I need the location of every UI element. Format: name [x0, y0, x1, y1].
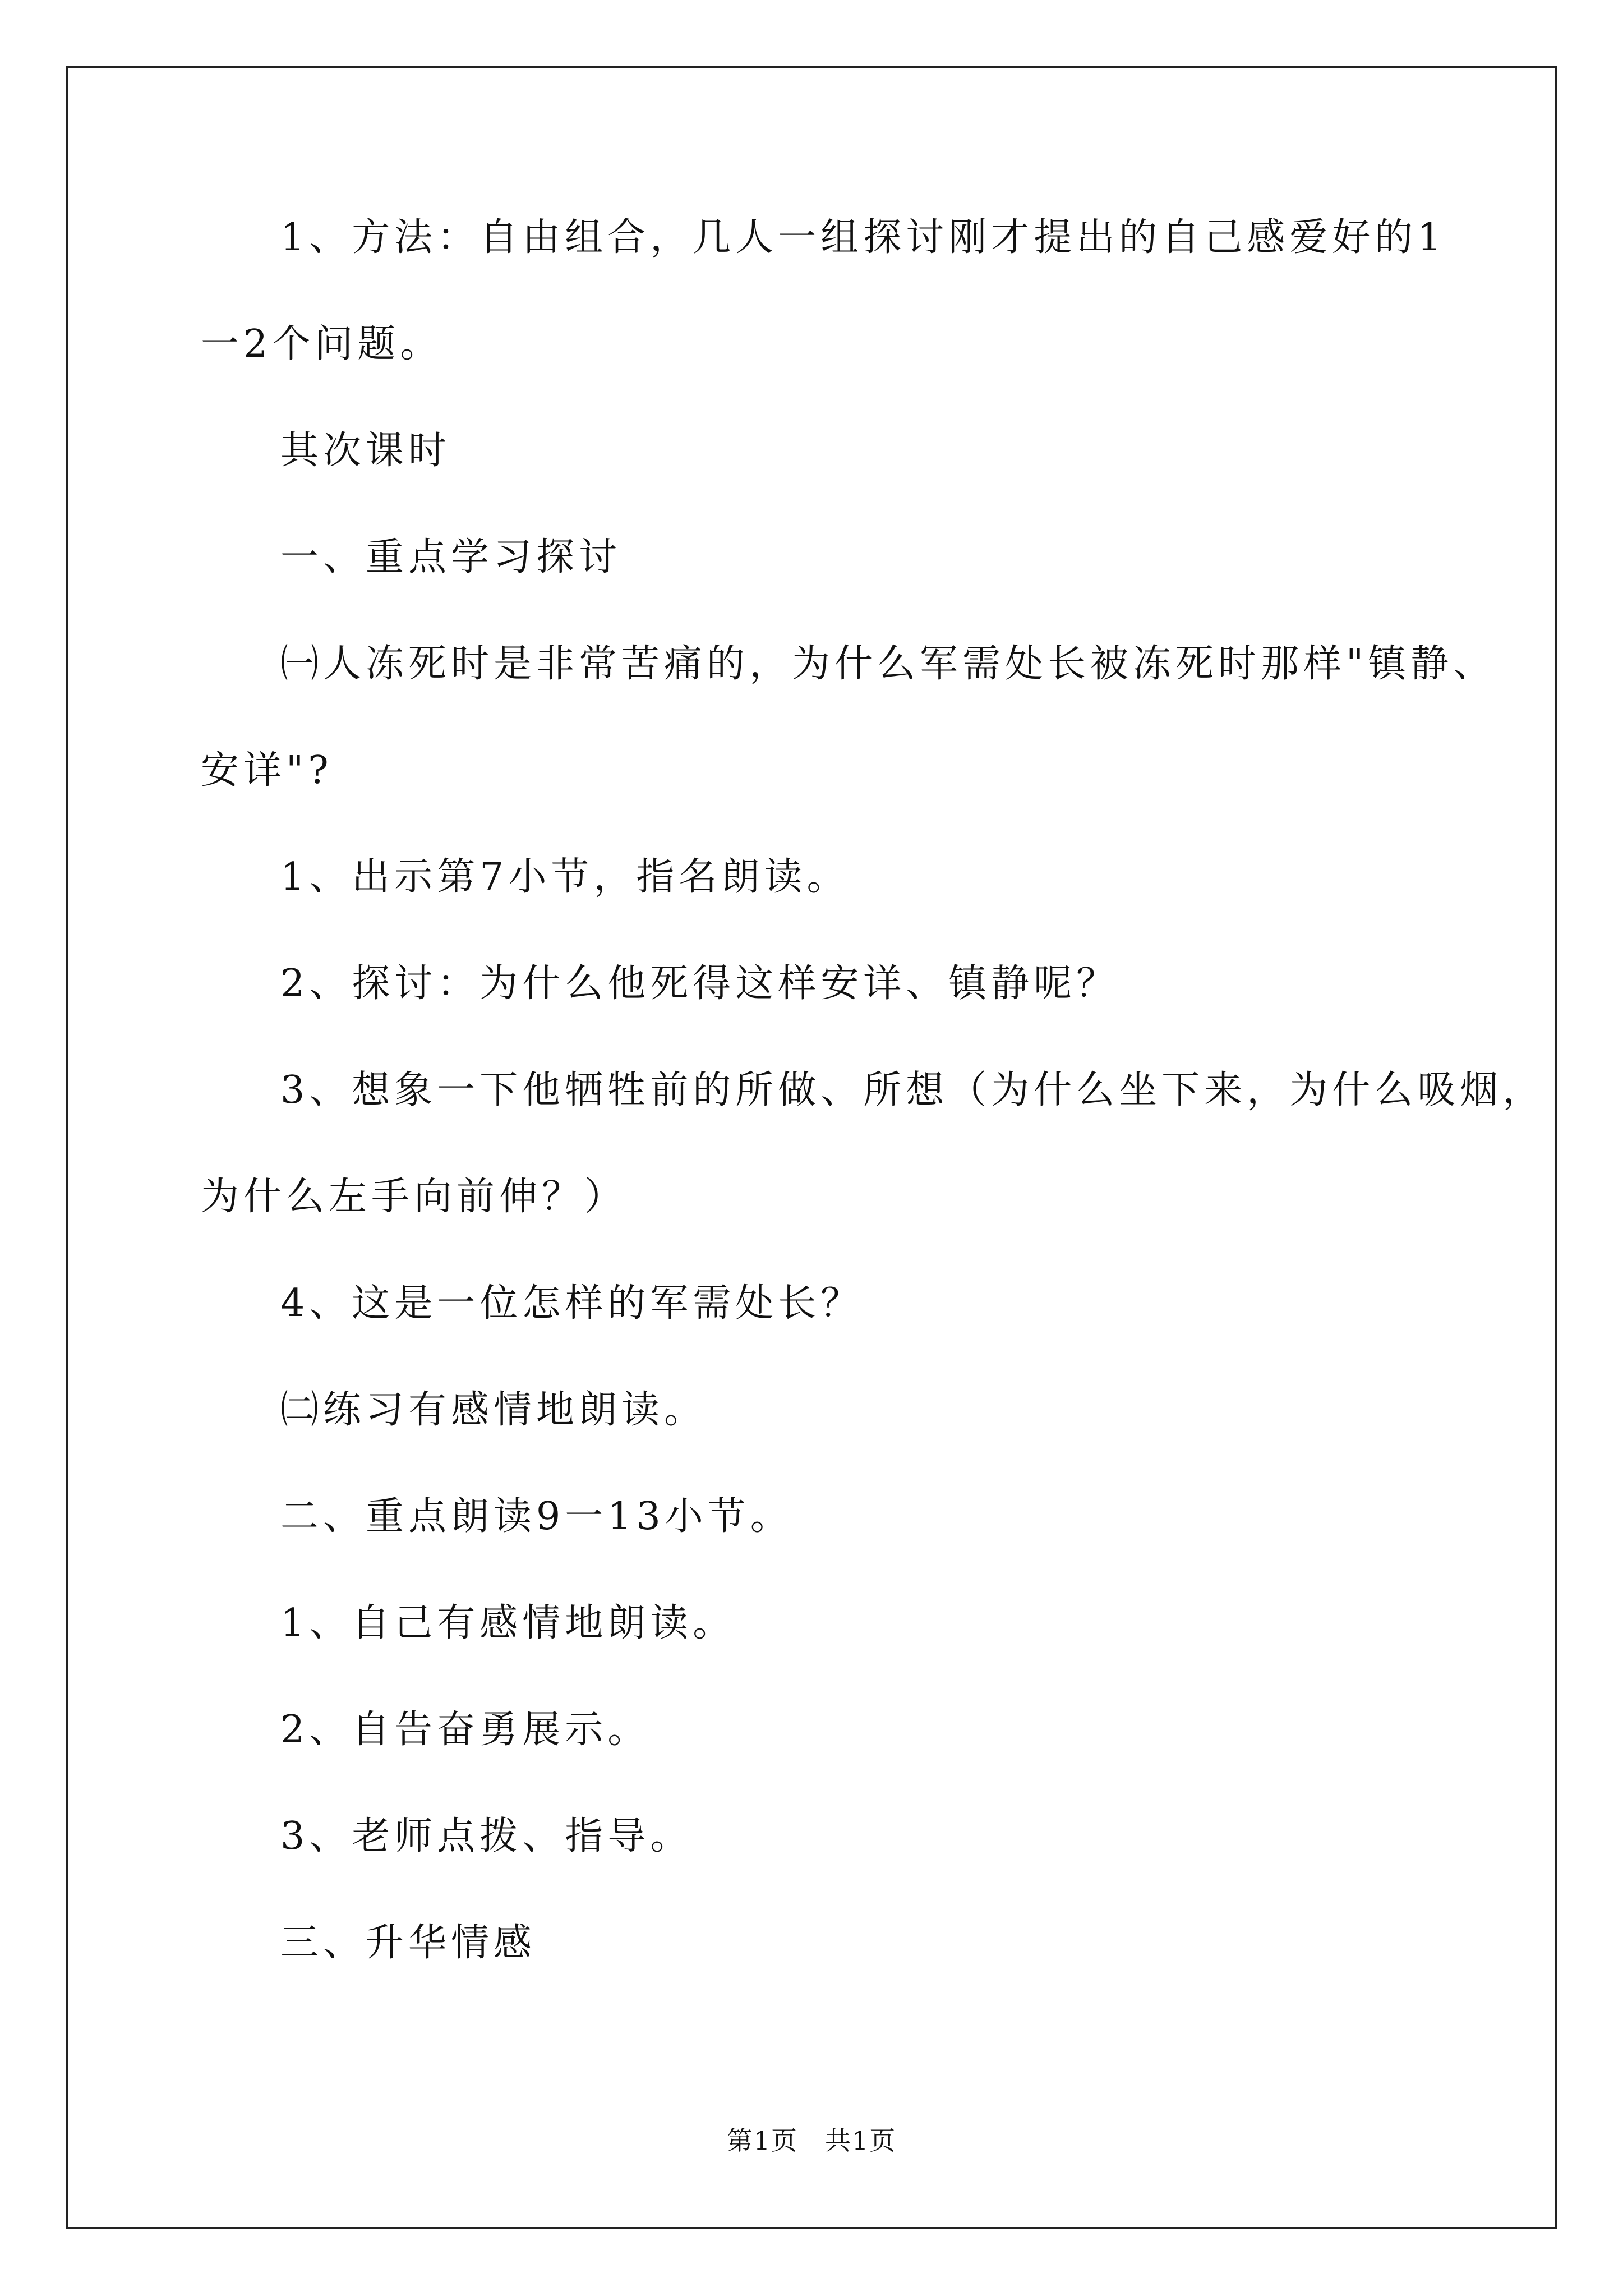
paragraph-line: 1、自己有感情地朗读。	[280, 1601, 736, 1645]
page-total: 共1页	[825, 2125, 897, 2156]
paragraph-line: ㈠人冻死时是非常苦痛的，为什么军需处长被冻死时那样"镇静、	[280, 642, 1496, 686]
paragraph-line: 2、自告奋勇展示。	[280, 1708, 651, 1752]
paragraph-line: 1、方法：自由组合，几人一组探讨刚才提出的自己感爱好的1	[280, 215, 1446, 260]
page-number: 第1页	[726, 2125, 798, 2156]
paragraph-line: 1、出示第7小节，指名朗读。	[280, 855, 850, 899]
section-heading: 三、升华情感	[280, 1921, 537, 1965]
paragraph-line: 2、探讨：为什么他死得这样安详、镇静呢？	[280, 961, 1119, 1006]
page-footer	[0, 2127, 1623, 2155]
paragraph-line: 3、想象一下他牺牲前的所做、所想（为什么坐下来，为什么吸烟，	[280, 1068, 1546, 1112]
paragraph-line: 一2个问题。	[201, 322, 443, 366]
section-heading: 一、重点学习探讨	[280, 535, 622, 579]
paragraph-line: 安详"?	[201, 748, 333, 793]
section-heading: 其次课时	[280, 429, 451, 473]
page-frame	[66, 66, 1557, 2229]
paragraph-line: 为什么左手向前伸？）	[201, 1175, 628, 1219]
paragraph-line: 4、这是一位怎样的军需处长？	[280, 1281, 864, 1326]
section-heading: 二、重点朗读9一13小节。	[280, 1494, 793, 1539]
paragraph-line: ㈡练习有感情地朗读。	[280, 1388, 707, 1432]
paragraph-line: 3、老师点拨、指导。	[280, 1814, 693, 1858]
